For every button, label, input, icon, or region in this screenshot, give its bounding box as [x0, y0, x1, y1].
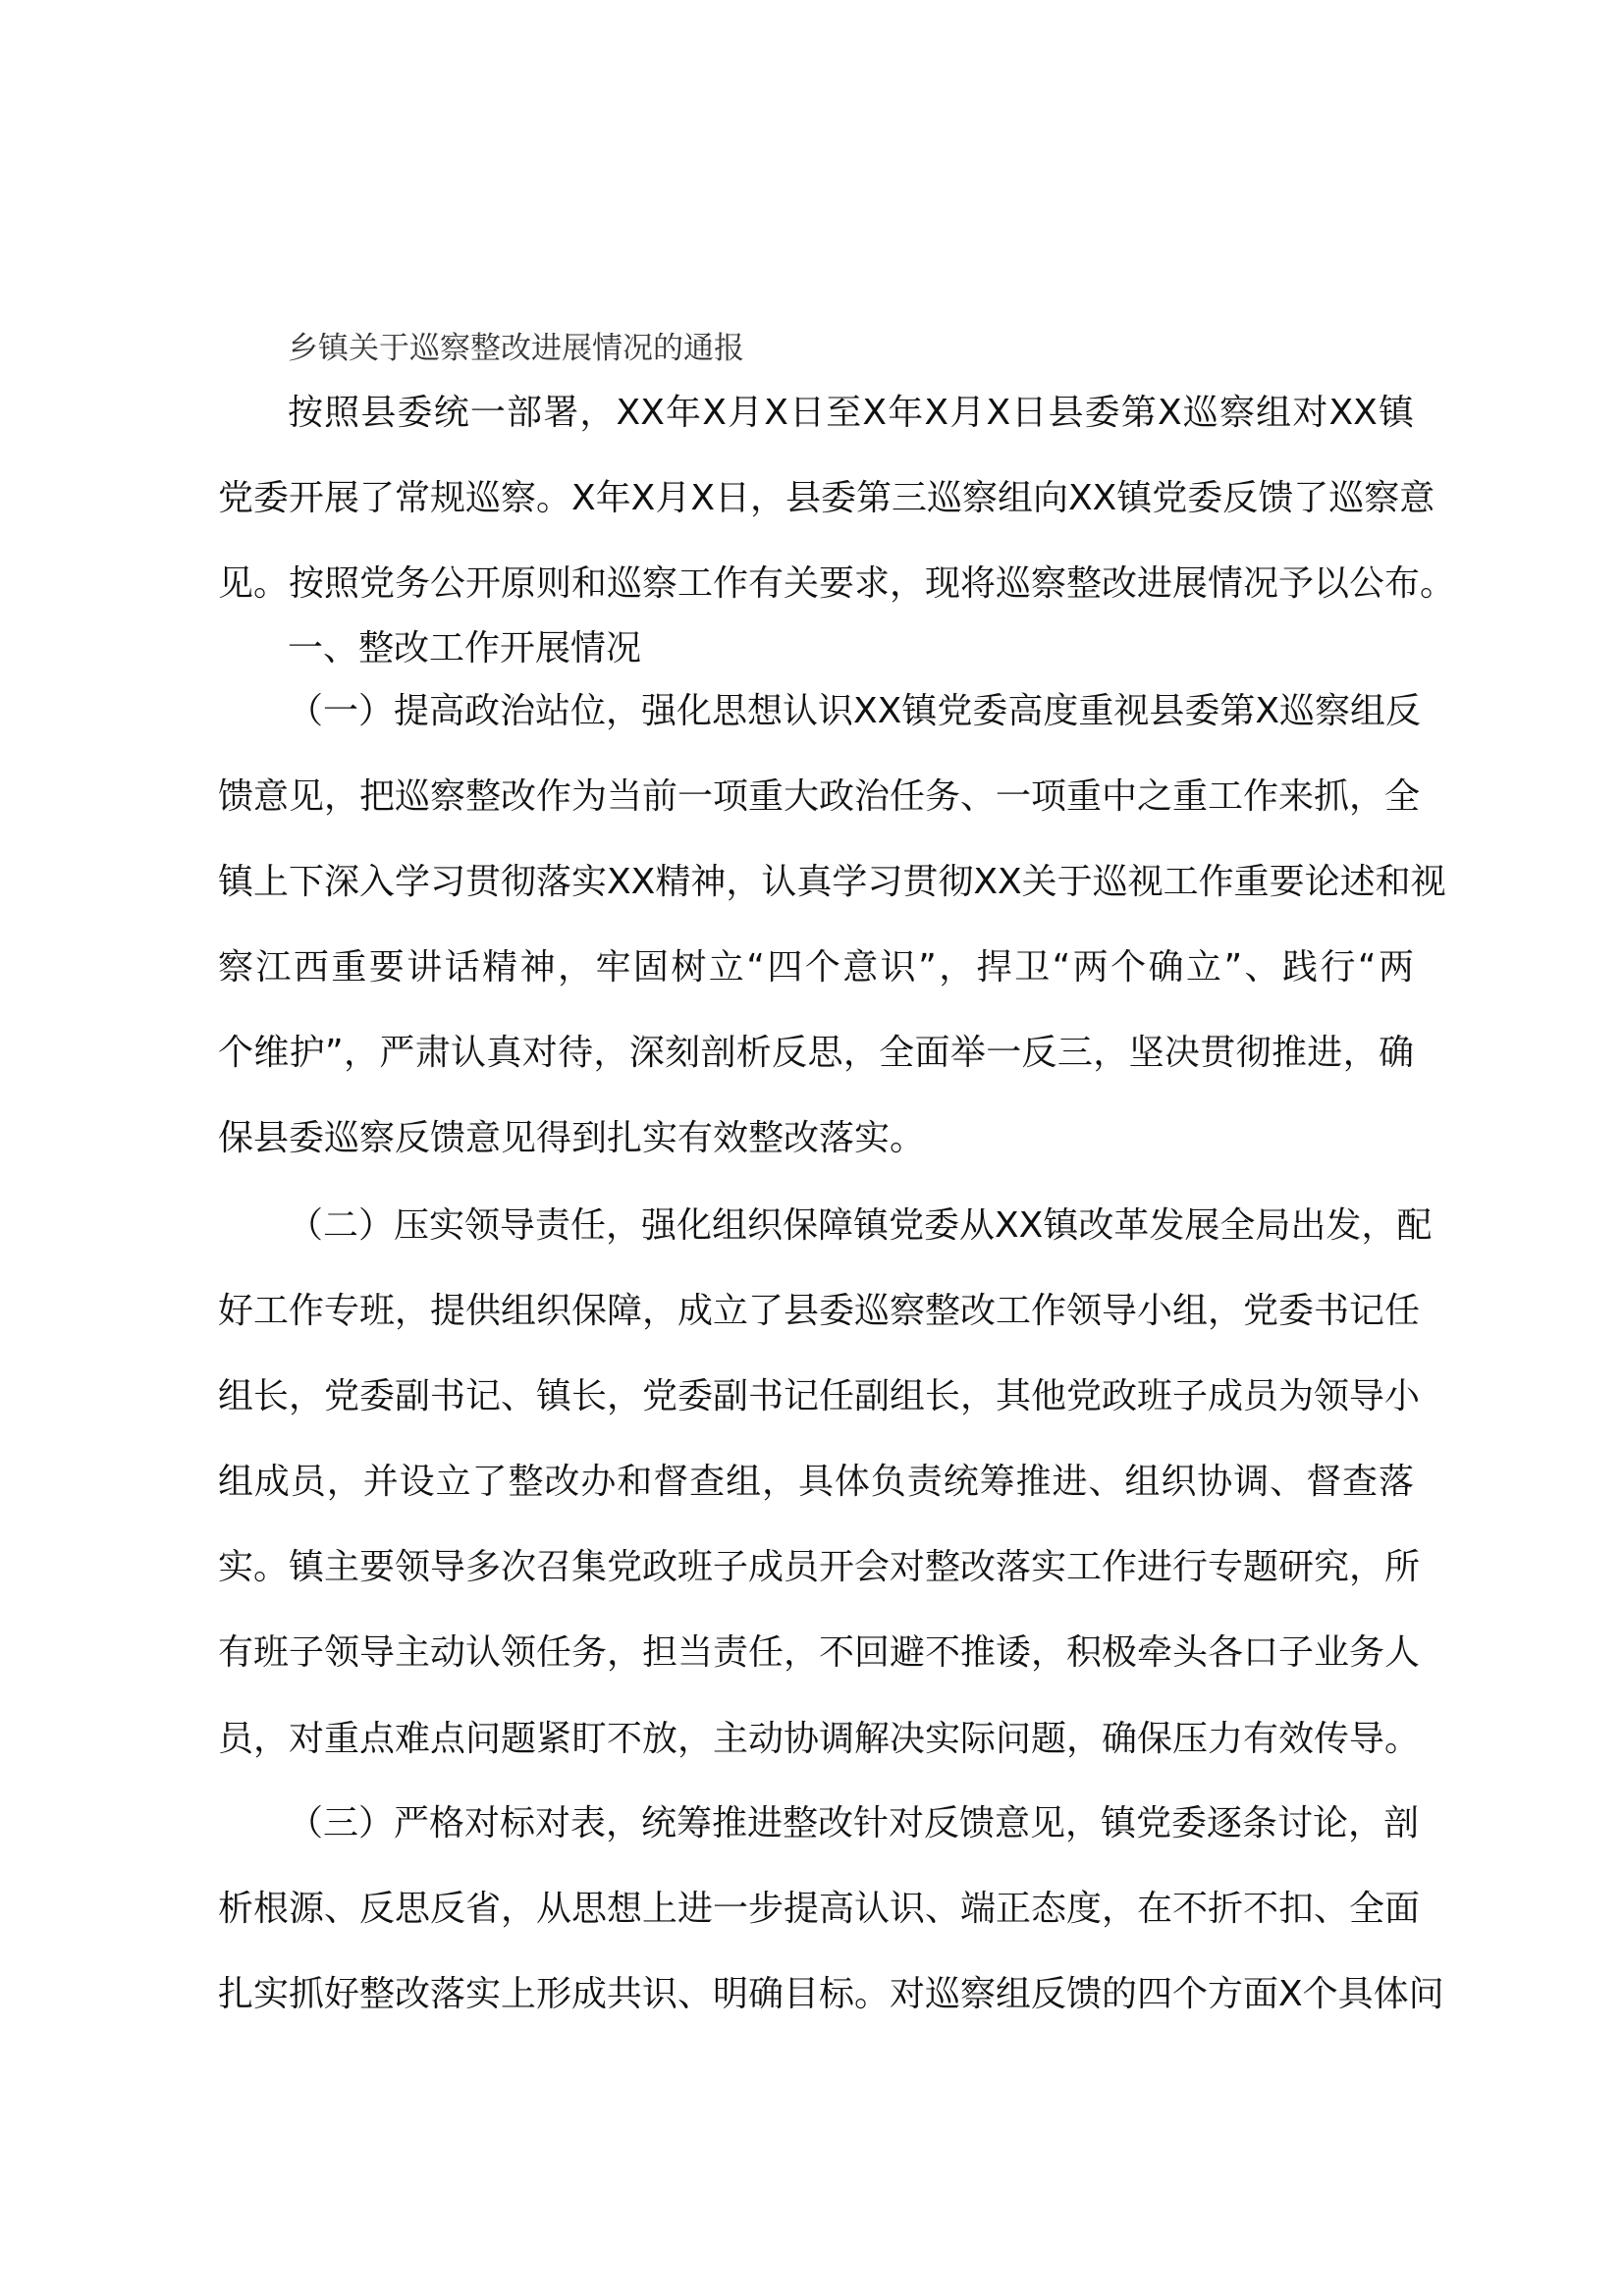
text-line: 镇上下深入学习贯彻落实XX精神，认真学习贯彻XX关于巡视工作重要论述和视 — [218, 862, 1446, 902]
text-line: （二）压实领导责任，强化组织保障镇党委从XX镇改革发展全局出发，配 — [288, 1205, 1433, 1246]
text-line: 扎实抓好整改落实上形成共识、明确目标。对巡察组反馈的四个方面X个具体问 — [218, 1974, 1444, 2014]
text-line: 按照县委统一部署，XX年X月X日至X年X月X日县委第X巡察组对XX镇 — [288, 393, 1414, 433]
text-line: 好工作专班，提供组织保障，成立了县委巡察整改工作领导小组，党委书记任 — [218, 1291, 1421, 1331]
text-line: 组长，党委副书记、镇长，党委副书记任副组长，其他党政班子成员为领导小 — [218, 1376, 1421, 1416]
text-line: 析根源、反思反省，从思想上进一步提高认识、端正态度，在不折不扣、全面 — [218, 1889, 1421, 1929]
text-line: 见。按照党务公开原则和巡察工作有关要求，现将巡察整改进展情况予以公布。 — [218, 563, 1456, 604]
text-line: 员，对重点难点问题紧盯不放，主动协调解决实际问题，确保压力有效传导。 — [218, 1719, 1421, 1759]
text-line: （三）严格对标对表，统筹推进整改针对反馈意见，镇党委逐条讨论，剖 — [288, 1803, 1420, 1843]
text-line: 组成员，并设立了整改办和督查组，具体负责统筹推进、组织协调、督查落 — [218, 1462, 1414, 1502]
text-line: 保县委巡察反馈意见得到扎实有效整改落实。 — [218, 1118, 926, 1158]
text-line: 实。镇主要领导多次召集党政班子成员开会对整改落实工作进行专题研究，所 — [218, 1547, 1421, 1587]
text-line: 党委开展了常规巡察。X年X月X日，县委第三巡察组向XX镇党委反馈了巡察意 — [218, 478, 1435, 518]
text-line: 馈意见，把巡察整改作为当前一项重大政治任务、一项重中之重工作来抓，全 — [218, 776, 1421, 817]
section-heading: 一、整改工作开展情况 — [288, 628, 642, 668]
text-line: 有班子领导主动认领任务，担当责任，不回避不推诿，积极牵头各口子业务人 — [218, 1632, 1421, 1673]
text-line: 察江西重要讲话精神，牢固树立“四个意识”，捍卫“两个确立”、践行“两 — [218, 947, 1414, 988]
text-line: 个维护”，严肃认真对待，深刻剖析反思，全面举一反三，坚决贯彻推进，确 — [218, 1033, 1414, 1073]
document-title: 乡镇关于巡察整改进展情况的通报 — [288, 331, 744, 366]
text-line: （一）提高政治站位，强化思想认识XX镇党委高度重视县委第X巡察组反 — [288, 691, 1421, 731]
